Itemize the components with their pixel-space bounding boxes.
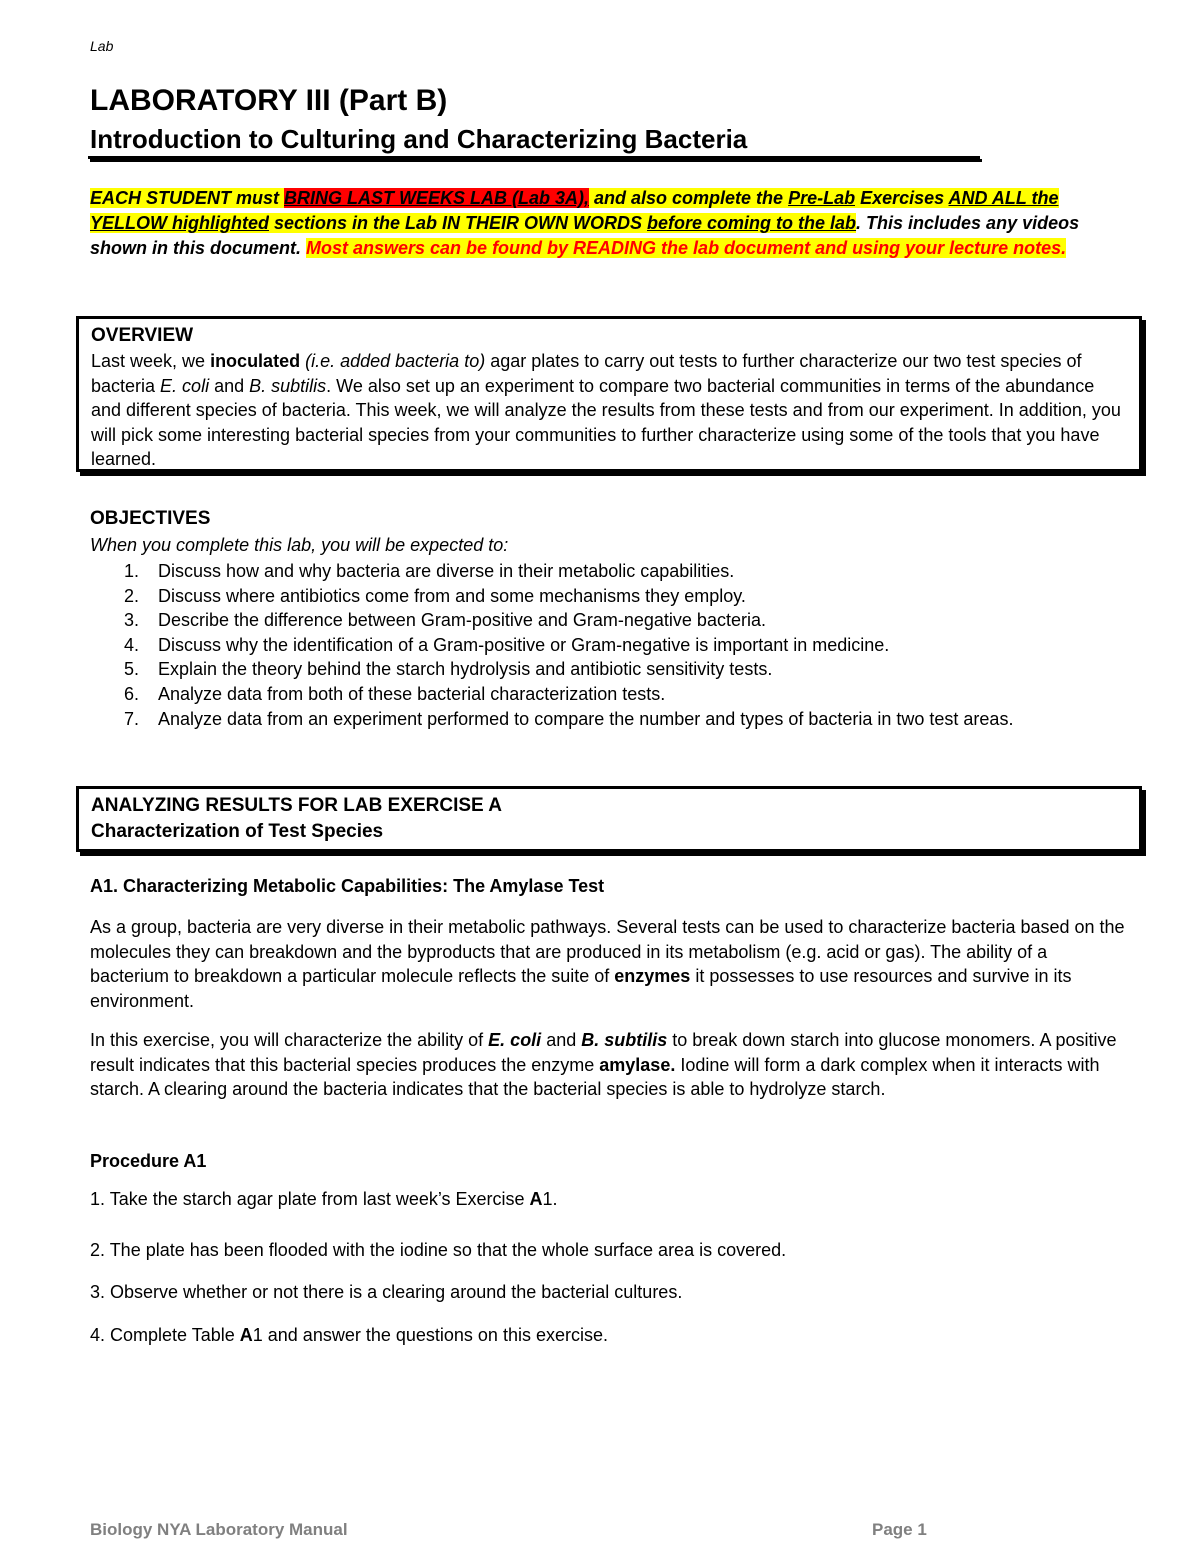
a1-paragraph-1 xyxy=(90,915,1130,1013)
list-item xyxy=(90,584,1130,609)
notice-text: EACH STUDENT must xyxy=(90,188,285,208)
objectives-list xyxy=(90,559,1130,731)
overview-span: and xyxy=(209,375,250,396)
item-number: 5. xyxy=(124,659,140,680)
species-ecoli: E. coli xyxy=(488,1030,542,1050)
para-span: In this exercise, you will characterize the ability of xyxy=(90,1030,489,1050)
analysis-heading: ANALYZING RESULTS FOR LAB EXERCISE A xyxy=(91,795,502,816)
item-text: Explain the theory behind the starch hydrolysis and antibiotic sensitivity tests. xyxy=(158,659,773,680)
species-bsubtilis: B. subtilis xyxy=(249,375,327,396)
procedure-step-2: 2. The plate has been flooded with the iodine so that the whole surface area is covered. xyxy=(90,1240,787,1260)
analysis-box xyxy=(76,786,1142,852)
list-item xyxy=(90,657,1130,682)
step-text: 4. Complete Table xyxy=(90,1325,240,1345)
term-amylase: amylase. xyxy=(599,1054,676,1075)
item-number: 6. xyxy=(124,683,140,704)
item-number: 3. xyxy=(124,610,140,631)
notice-text: sections in the Lab IN THEIR OWN WORDS xyxy=(268,213,648,233)
item-text: Describe the difference between Gram-positive and Gram-negative bacteria. xyxy=(158,610,766,631)
overview-box xyxy=(76,316,1142,472)
notice-reading-tip: Most answers can be found by READING the lab document and using your lecture notes. xyxy=(306,238,1067,258)
item-text: Analyze data from both of these bacterial characterization tests. xyxy=(158,683,666,704)
term-enzymes: enzymes xyxy=(614,966,691,986)
objectives-lead: When you complete this lab, you will be expected to: xyxy=(90,535,509,555)
item-number: 2. xyxy=(124,585,140,606)
step-bold: A xyxy=(529,1189,543,1209)
procedure-step-1 xyxy=(90,1189,558,1210)
list-item xyxy=(90,707,1130,732)
item-text: Discuss where antibiotics come from and some mechanisms they employ. xyxy=(158,585,746,606)
footer-page-number: Page 1 xyxy=(872,1520,927,1539)
procedure-heading: Procedure A1 xyxy=(90,1151,207,1171)
item-number: 1. xyxy=(124,561,140,581)
footer-manual-title: Biology NYA Laboratory Manual xyxy=(90,1520,348,1539)
a1-paragraph-2 xyxy=(90,1028,1130,1102)
para-span: to break down starch into glucose monomers. A positive result indicates that this bacterial species produces the enzyme xyxy=(90,1030,1117,1075)
procedure-step-4 xyxy=(90,1325,608,1346)
para-span: Iodine will form a dark complex when it interacts with starch. A clearing around the bacteria indicates that the bacterial species is able to hydrolyze starch. xyxy=(90,1054,1100,1099)
overview-span: agar plates to carry out tests to further characterize our two test species of bacteria xyxy=(91,351,1082,396)
lab-title: LABORATORY III (Part B) xyxy=(90,84,448,117)
step-text: 1. xyxy=(542,1189,558,1209)
overview-span: . We also set up an experiment to compare two bacterial communities in terms of the abundance and different species of bacteria. This week, we will analyze the results from these tests and from our experiment. In addition, you will pick some interesting bacterial species from your communities to further characterize using some of the tools that you have learned. xyxy=(91,375,1121,470)
notice-prelab: Pre-Lab xyxy=(788,188,856,208)
item-number: 4. xyxy=(124,634,140,655)
overview-term-inoculated: inoculated xyxy=(210,351,301,371)
analysis-subheading: Characterization of Test Species xyxy=(91,821,384,842)
item-number: 7. xyxy=(124,708,140,729)
list-item xyxy=(90,559,1130,584)
section-a1-heading: A1. Characterizing Metabolic Capabilities: The Amylase Test xyxy=(90,876,605,896)
list-item xyxy=(90,608,1130,633)
overview-heading: OVERVIEW xyxy=(91,325,194,346)
notice-yellow-sections: AND ALL the YELLOW highlighted xyxy=(90,188,1059,233)
notice-before-lab: before coming to the lab xyxy=(647,213,857,233)
overview-span: Last week, we xyxy=(91,351,211,371)
overview-span: (i.e. added bacteria to) xyxy=(305,351,486,371)
step-text: 1 and answer the questions on this exercise. xyxy=(252,1325,608,1345)
list-item xyxy=(90,682,1130,707)
species-ecoli: E. coli xyxy=(160,375,210,396)
item-text: Discuss why the identification of a Gram-positive or Gram-negative is important in medicine. xyxy=(158,634,890,655)
overview-text xyxy=(91,349,1127,472)
running-head: Lab xyxy=(90,38,114,54)
step-text: 1. Take the starch agar plate from last week’s Exercise xyxy=(90,1189,530,1209)
procedure-step-3: 3. Observe whether or not there is a clearing around the bacterial cultures. xyxy=(90,1282,683,1302)
step-bold: A xyxy=(239,1325,253,1345)
list-item xyxy=(90,633,1130,658)
item-text: Analyze data from an experiment performed to compare the number and types of bacteria in two test areas. xyxy=(158,708,1014,729)
objectives-heading: OBJECTIVES xyxy=(90,508,211,529)
para-span: and xyxy=(541,1030,582,1050)
para-span: it possesses to use resources and survive in its environment. xyxy=(90,966,1072,1011)
notice-text: . This includes any videos shown in this document. xyxy=(90,213,1080,258)
student-notice xyxy=(90,186,1120,261)
lab-subtitle: Introduction to Culturing and Characterizing Bacteria xyxy=(90,124,748,154)
para-span: As a group, bacteria are very diverse in their metabolic pathways. Several tests can be used to characterize bacteria based on the molecules they can breakdown and the byproducts that are produced in its metabolism (e.g. acid or gas). The ability of a bacterium to breakdown a particular molecule reflects the suite of xyxy=(90,917,1125,986)
item-text: Discuss how and why bacteria are diverse in their metabolic capabilities. xyxy=(158,561,735,581)
notice-bring-lab: BRING LAST WEEKS LAB (Lab 3A), xyxy=(284,188,590,208)
species-bsubtilis: B. subtilis xyxy=(581,1030,668,1050)
title-rule xyxy=(88,156,980,159)
notice-text: and also complete the xyxy=(589,188,789,208)
notice-text: Exercises xyxy=(855,188,949,208)
